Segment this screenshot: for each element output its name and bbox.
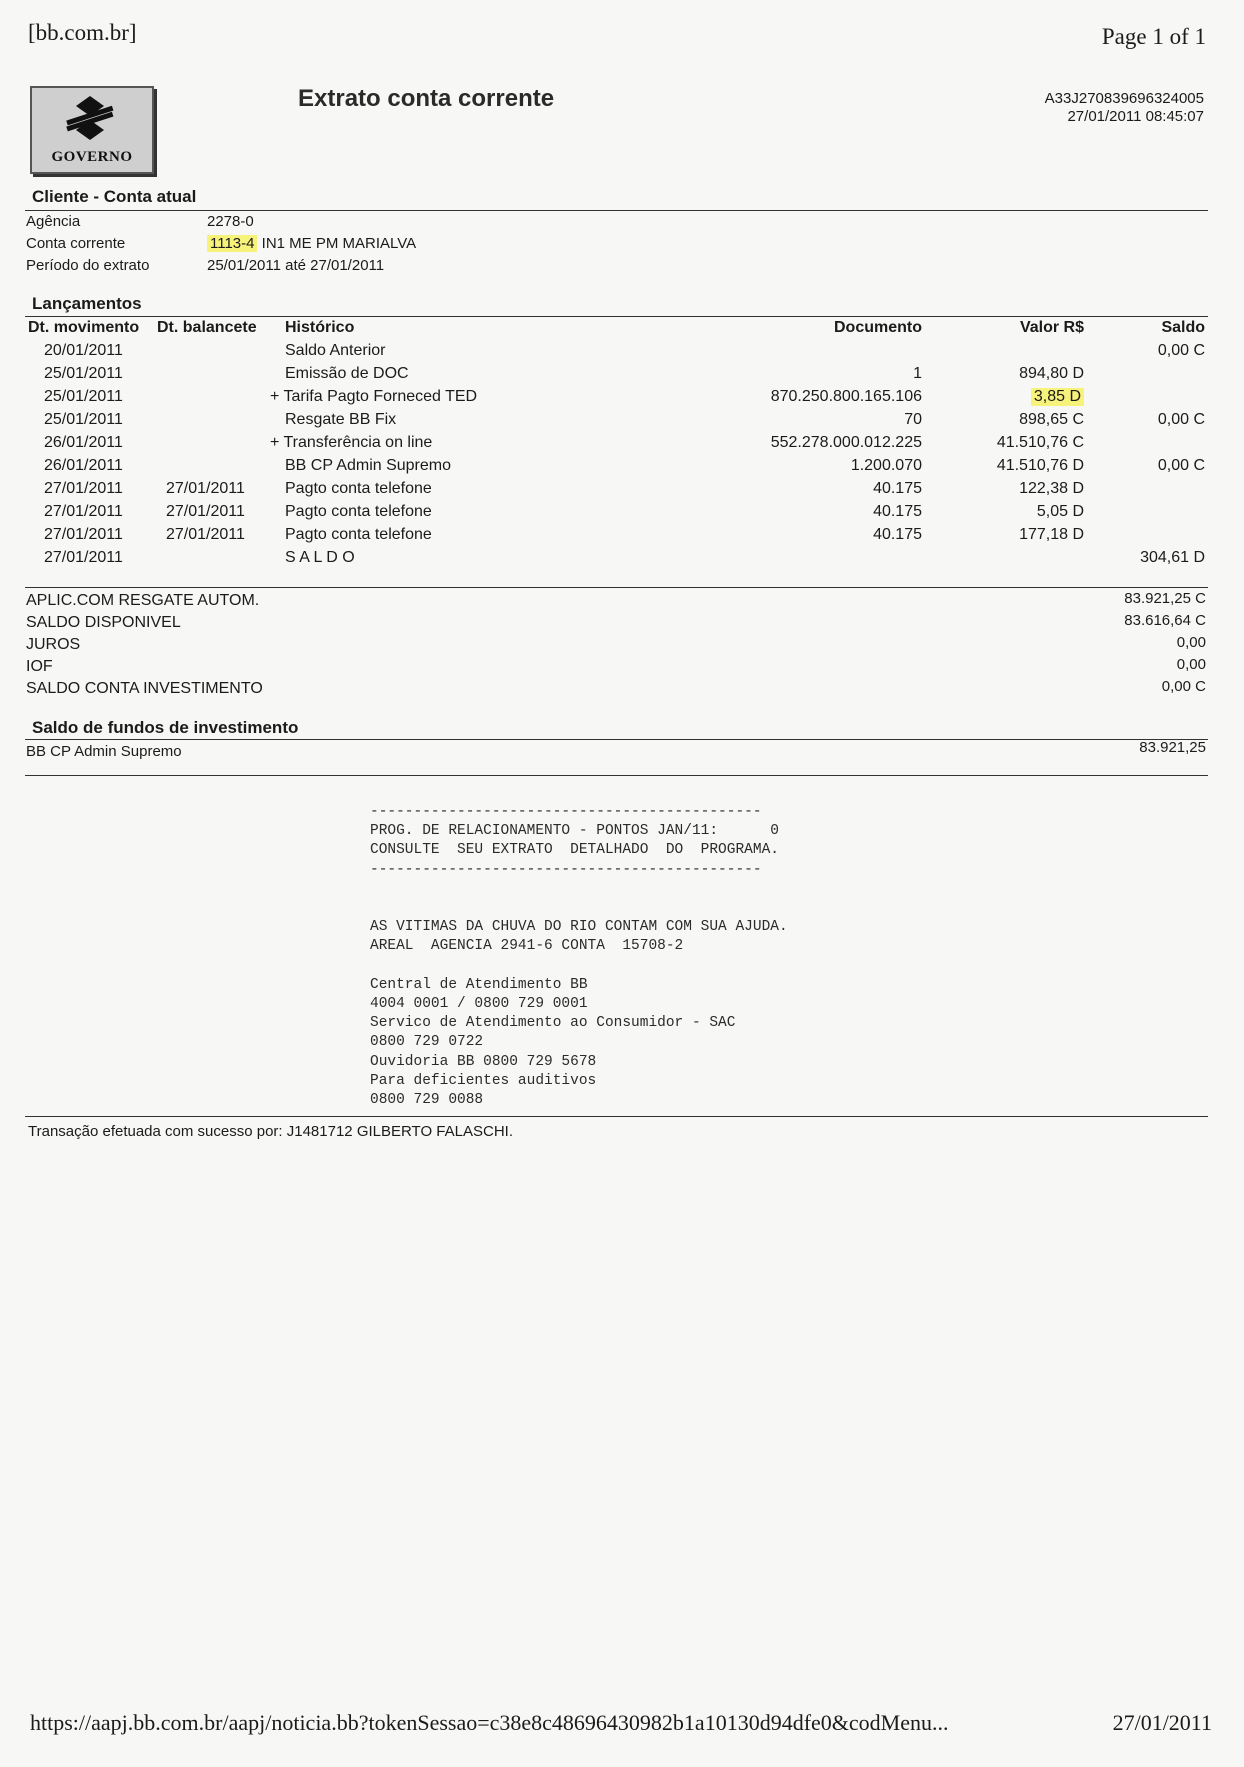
summary-label: SALDO CONTA INVESTIMENTO xyxy=(26,680,263,697)
program-line: CONSULTE SEU EXTRATO DETALHADO DO PROGRAMA. xyxy=(370,842,779,859)
cell-documento: 40.175 xyxy=(873,480,922,497)
account-value xyxy=(207,235,416,252)
table-row xyxy=(0,365,1244,387)
table-row xyxy=(0,480,1244,502)
cell-dt-movimento: 27/01/2011 xyxy=(44,480,123,497)
cell-historico: Pagto conta telefone xyxy=(285,503,432,520)
notes-separator: --------------------------------------------- xyxy=(370,804,762,820)
cell-historico xyxy=(270,434,432,452)
summary-label: IOF xyxy=(26,658,53,675)
cell-documento: 70 xyxy=(904,411,922,428)
account-number: 1113-4 xyxy=(207,235,257,252)
page-url: https://aapj.bb.com.br/aapj/noticia.bb?tokenSessao=c38e8c48696430982b1a10130d94dfe0&codMenu... xyxy=(30,1710,949,1735)
table-row xyxy=(0,342,1244,364)
contact-line: Ouvidoria BB 0800 729 5678 xyxy=(370,1053,597,1070)
cell-historico: BB CP Admin Supremo xyxy=(285,457,452,474)
agency-label: Agência xyxy=(26,213,81,230)
cell-saldo: 0,00 C xyxy=(1157,411,1205,428)
contact-line: Central de Atendimento BB xyxy=(370,976,588,993)
document-code: A33J270839696324005 xyxy=(1044,90,1204,107)
funds-section-title: Saldo de fundos de investimento xyxy=(32,718,299,737)
campaign-line: AREAL AGENCIA 2941-6 CONTA 15708-2 xyxy=(370,938,684,955)
cell-historico: Saldo Anterior xyxy=(285,342,386,359)
document-id xyxy=(1045,90,1204,126)
cell-dt-movimento: 26/01/2011 xyxy=(44,434,123,451)
fund-value: 83.921,25 xyxy=(1139,739,1206,756)
contact-line: 4004 0001 / 0800 729 0001 xyxy=(370,996,588,1013)
launches-section-title: Lançamentos xyxy=(32,294,142,313)
col-header-historico: Histórico xyxy=(285,319,355,336)
client-section-title: Cliente - Conta atual xyxy=(32,187,197,206)
table-row xyxy=(0,388,1244,410)
contact-line: Servico de Atendimento ao Consumidor - SAC xyxy=(370,1015,736,1032)
transaction-footer: Transação efetuada com sucesso por: J1481712 GILBERTO FALASCHI. xyxy=(28,1123,513,1140)
col-header-documento: Documento xyxy=(834,319,922,336)
site-label: [bb.com.br] xyxy=(28,20,137,45)
cell-historico: Pagto conta telefone xyxy=(285,480,432,497)
cell-dt-movimento: 27/01/2011 xyxy=(44,549,123,566)
cell-historico: Resgate BB Fix xyxy=(285,411,397,428)
table-row xyxy=(0,526,1244,548)
cell-saldo: 0,00 C xyxy=(1157,342,1205,359)
cell-dt-movimento: 26/01/2011 xyxy=(44,457,123,474)
cell-documento: 870.250.800.165.106 xyxy=(770,388,922,405)
cell-valor: 898,65 C xyxy=(1019,411,1084,428)
bb-logo-icon xyxy=(64,94,116,142)
table-row xyxy=(0,457,1244,479)
cell-dt-movimento: 20/01/2011 xyxy=(44,342,123,359)
col-header-valor: Valor R$ xyxy=(1019,319,1084,336)
summary-value: 83.921,25 C xyxy=(1124,590,1206,607)
cell-documento: 40.175 xyxy=(873,526,922,543)
table-row-total xyxy=(0,549,1244,571)
notes-separator: --------------------------------------------- xyxy=(370,861,762,878)
cell-dt-movimento: 27/01/2011 xyxy=(44,526,123,543)
cell-dt-movimento: 25/01/2011 xyxy=(44,388,123,405)
cell-saldo: 304,61 D xyxy=(1140,549,1205,566)
cell-dt-balancete: 27/01/2011 xyxy=(166,503,245,520)
table-row xyxy=(0,434,1244,456)
contact-line: Para deficientes auditivos xyxy=(370,1072,597,1089)
cell-dt-balancete: 27/01/2011 xyxy=(166,526,245,543)
summary-value: 0,00 xyxy=(1176,656,1206,673)
cell-dt-balancete: 27/01/2011 xyxy=(166,480,245,497)
cell-valor: 122,38 D xyxy=(1019,480,1084,497)
statement-notes xyxy=(370,803,788,1110)
row-history-text: Tarifa Pagto Forneced TED xyxy=(283,388,478,405)
cell-dt-movimento: 25/01/2011 xyxy=(44,365,123,382)
row-prefix: + xyxy=(270,434,280,451)
agency-value: 2278-0 xyxy=(207,213,254,230)
col-header-dt-balancete: Dt. balancete xyxy=(157,319,257,336)
summary-label: JUROS xyxy=(26,636,81,653)
summary-label: APLIC.COM RESGATE AUTOM. xyxy=(26,592,260,609)
divider xyxy=(25,775,1208,776)
divider xyxy=(25,587,1208,588)
cell-valor: 177,18 D xyxy=(1019,526,1084,543)
cell-valor: 41.510,76 C xyxy=(996,434,1084,451)
cell-historico: Pagto conta telefone xyxy=(285,526,432,543)
cell-valor: 5,05 D xyxy=(1036,503,1084,520)
table-row xyxy=(0,411,1244,433)
table-row xyxy=(0,503,1244,525)
cell-valor: 894,80 D xyxy=(1019,365,1084,382)
row-history-text: Transferência on line xyxy=(283,434,433,451)
contact-line: 0800 729 0722 xyxy=(370,1034,484,1051)
cell-documento: 1 xyxy=(913,365,922,382)
page-title: Extrato conta corrente xyxy=(298,85,555,112)
summary-value: 0,00 xyxy=(1176,634,1206,651)
period-label: Período do extrato xyxy=(26,257,150,274)
campaign-line: AS VITIMAS DA CHUVA DO RIO CONTAM COM SUA AJUDA. xyxy=(370,919,788,936)
cell-historico: Emissão de DOC xyxy=(285,365,409,382)
cell-valor-highlighted: 3,85 D xyxy=(1031,388,1084,406)
account-label: Conta corrente xyxy=(26,235,126,252)
bank-logo xyxy=(30,86,154,174)
col-header-saldo: Saldo xyxy=(1161,319,1205,336)
cell-documento: 40.175 xyxy=(873,503,922,520)
cell-documento: 552.278.000.012.225 xyxy=(770,434,922,451)
divider xyxy=(25,739,1208,740)
logo-caption: GOVERNO xyxy=(51,149,133,165)
program-line: PROG. DE RELACIONAMENTO - PONTOS JAN/11: 0 xyxy=(370,823,779,840)
summary-label: SALDO DISPONIVEL xyxy=(26,614,181,631)
cell-historico xyxy=(270,388,477,406)
cell-saldo: 0,00 C xyxy=(1157,457,1205,474)
col-header-dt-movimento: Dt. movimento xyxy=(28,319,140,336)
cell-historico: S A L D O xyxy=(285,549,355,566)
divider xyxy=(25,316,1208,317)
fund-name: BB CP Admin Supremo xyxy=(26,743,182,760)
cell-dt-movimento: 25/01/2011 xyxy=(44,411,123,428)
row-prefix: + xyxy=(270,388,280,405)
cell-documento: 1.200.070 xyxy=(850,457,922,474)
divider xyxy=(25,210,1208,211)
cell-dt-movimento: 27/01/2011 xyxy=(44,503,123,520)
divider xyxy=(25,1116,1208,1117)
summary-value: 0,00 C xyxy=(1161,678,1206,695)
summary-value: 83.616,64 C xyxy=(1124,612,1206,629)
period-value: 25/01/2011 até 27/01/2011 xyxy=(207,257,385,274)
print-date: 27/01/2011 xyxy=(1112,1710,1212,1735)
page-indicator: Page 1 of 1 xyxy=(1101,24,1206,49)
account-holder: IN1 ME PM MARIALVA xyxy=(261,235,417,252)
document-timestamp: 27/01/2011 08:45:07 xyxy=(1067,108,1204,125)
cell-valor: 41.510,76 D xyxy=(996,457,1084,474)
contact-line: 0800 729 0088 xyxy=(370,1092,484,1109)
